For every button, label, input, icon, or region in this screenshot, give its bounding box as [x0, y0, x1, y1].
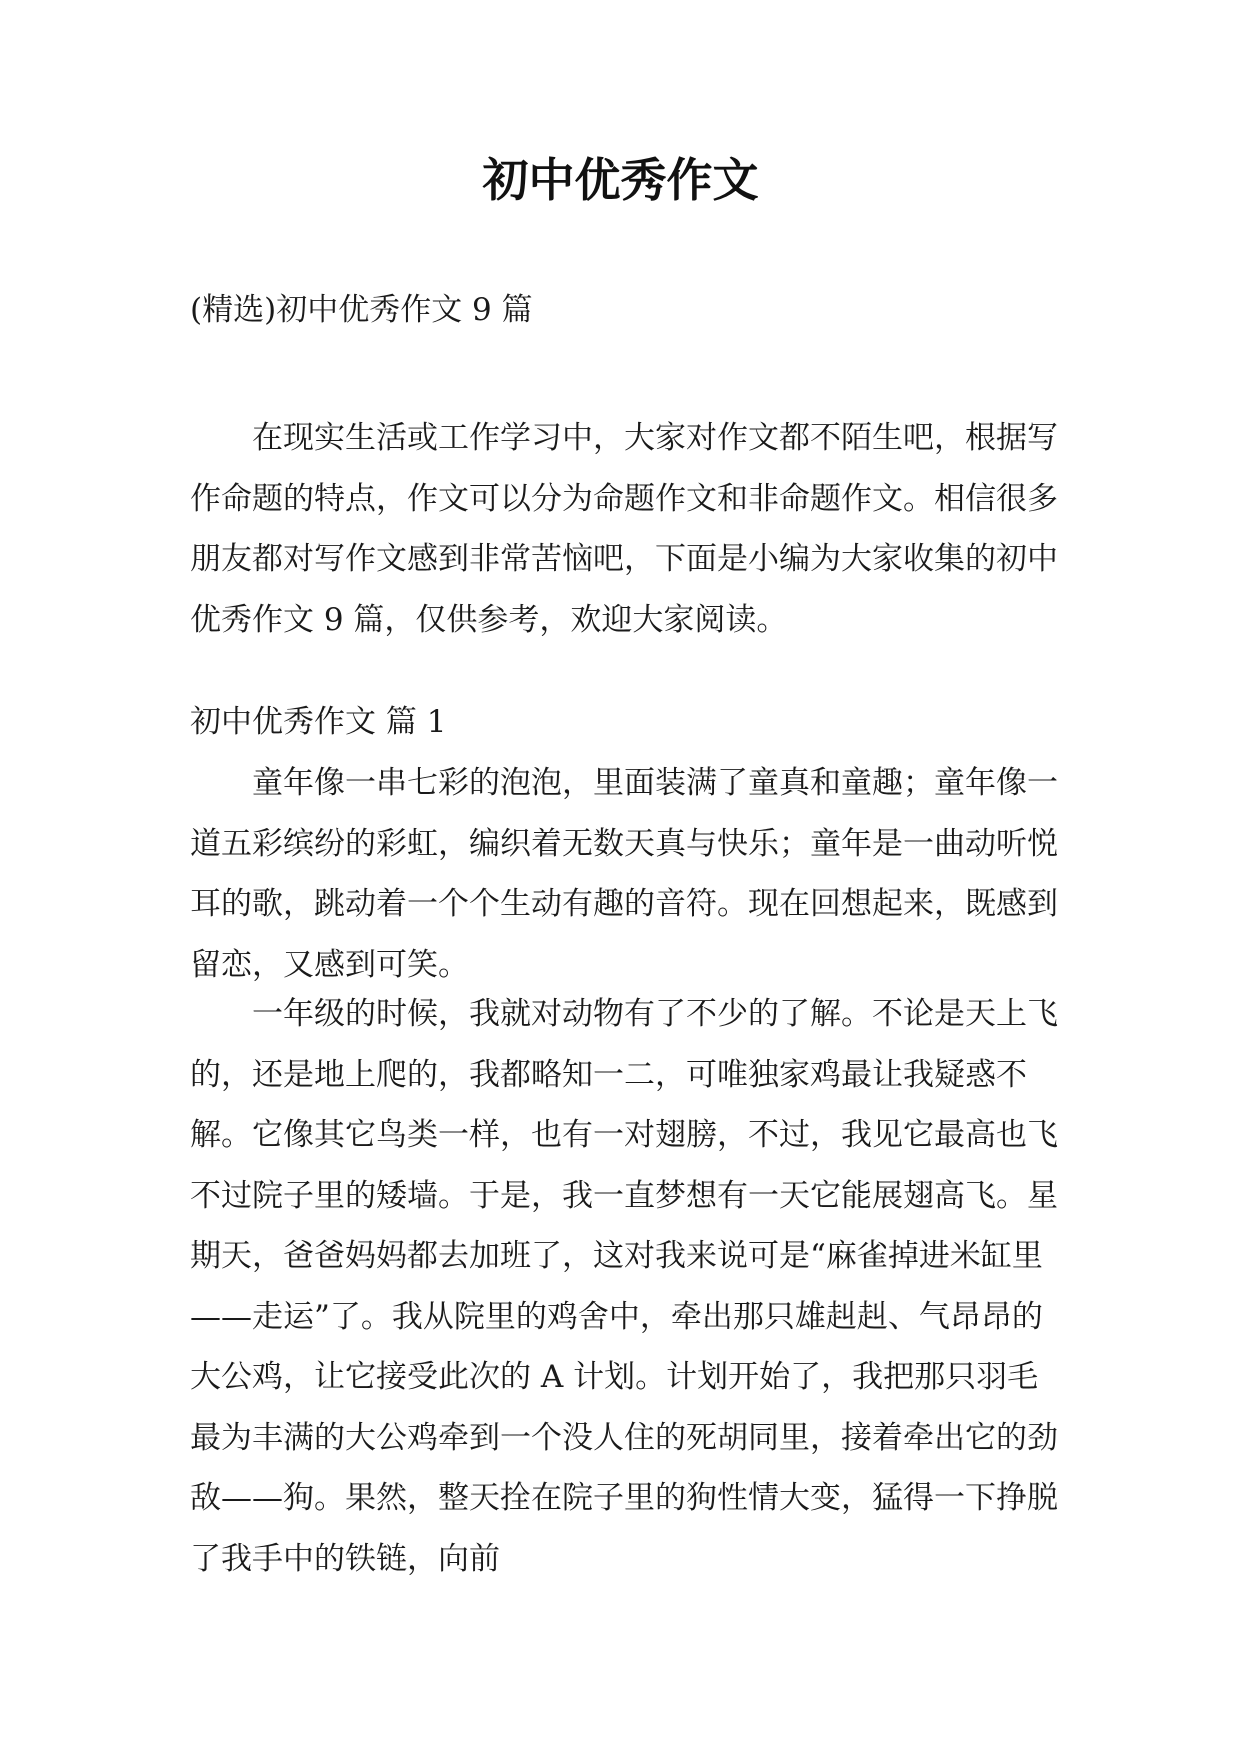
intro-paragraph: 在现实生活或工作学习中，大家对作文都不陌生吧，根据写作命题的特点，作文可以分为命题作文和非命题作文。相信很多朋友都对写作文感到非常苦恼吧，下面是小编为大家收集的初中优秀作文 9 篇，仅供参考，欢迎大家阅读。 — [190, 420, 1058, 638]
document-title: 初中优秀作文 — [482, 153, 759, 207]
body-paragraph-1: 童年像一串七彩的泡泡，里面装满了童真和童趣；童年像一道五彩缤纷的彩虹，编织着无数天真与快乐；童年是一曲动听悦耳的歌，跳动着一个个生动有趣的音符。现在回想起来，既感到留恋，又感到可笑。 — [190, 765, 1058, 983]
body-paragraph-2: 一年级的时候，我就对动物有了不少的了解。不论是天上飞的，还是地上爬的，我都略知一二，可唯独家鸡最让我疑惑不解。它像其它鸟类一样，也有一对翅膀，不过，我见它最高也飞不过院子里的矮墙。于是，我一直梦想有一天它能展翅高飞。星期天，爸爸妈妈都去加班了，这对我来说可是“麻雀掉进米缸里——走运”了。我从院里的鸡舍中，牵出那只雄赳赳、气昂昂的大公鸡，让它接受此次的 A 计划。计划开始了，我把那只羽毛最为丰满的大公鸡牵到一个没人住的死胡同里，接着牵出它的劲敌——狗。果然，整天拴在院子里的狗性情大变，猛得一下挣脱了我手中的铁链，向前 — [190, 996, 1058, 1577]
document-subtitle: (精选)初中优秀作文 9 篇 — [190, 292, 533, 328]
section-heading: 初中优秀作文 篇 1 — [190, 704, 447, 740]
